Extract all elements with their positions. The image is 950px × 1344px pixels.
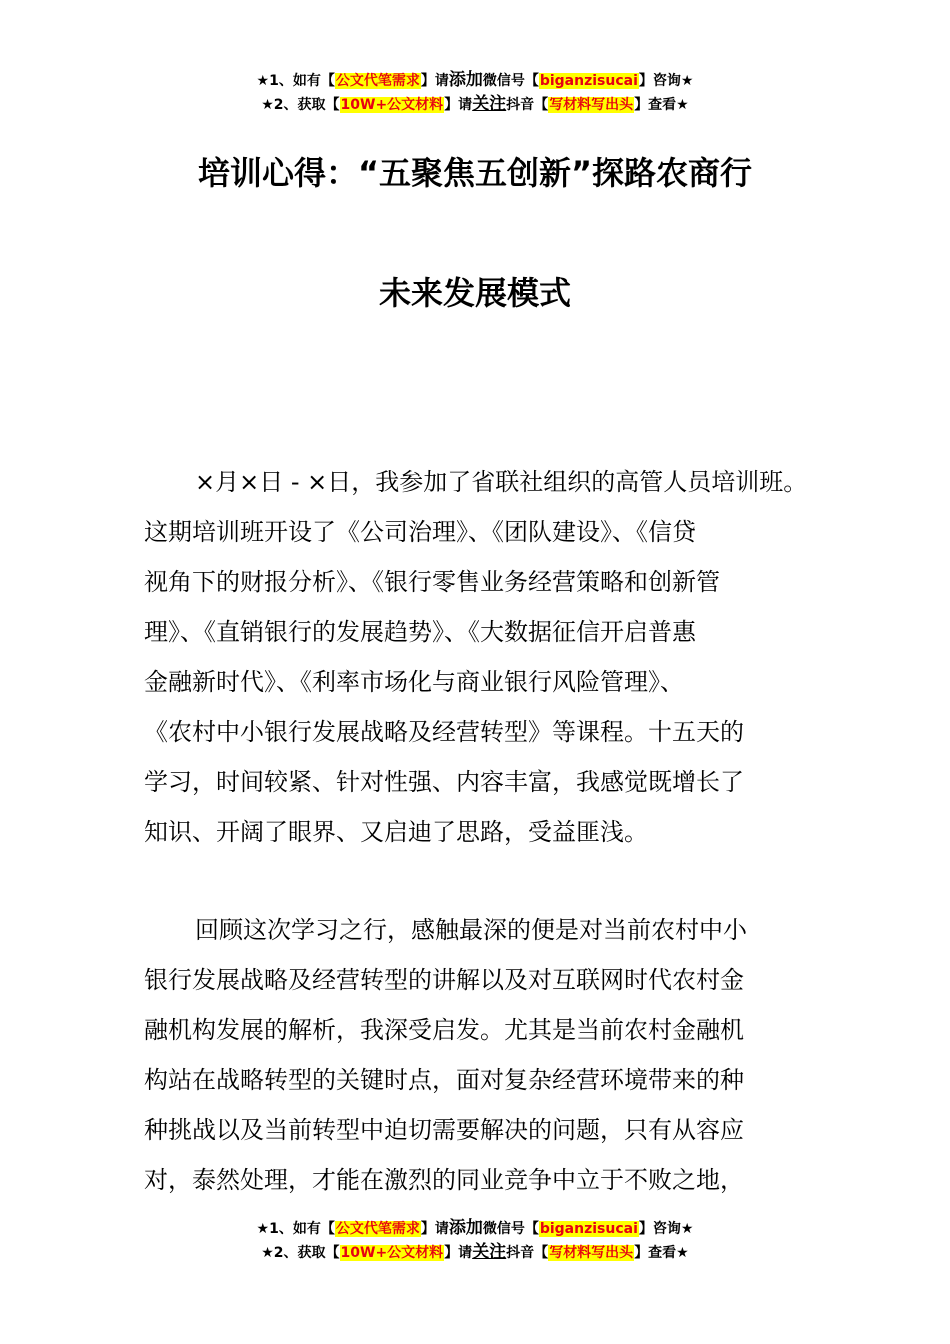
banner-highlight: 公文代笔需求 bbox=[335, 1221, 420, 1237]
footer-banner bbox=[0, 1216, 950, 1264]
banner-emphasis: 添加 bbox=[448, 70, 483, 90]
banner-douyin-id: 写材料写出头 bbox=[549, 97, 634, 113]
paragraph-line: 理》、《直销银行的发展趋势》、《大数据征信开启普惠 bbox=[144, 618, 696, 646]
banner-emphasis: 关注 bbox=[472, 94, 507, 114]
paragraph-line: 学习，时间较紧、针对性强、内容丰富，我感觉既增长了 bbox=[144, 768, 744, 796]
banner-text: 】查看★ bbox=[634, 1245, 689, 1261]
paragraph-line: 金融新时代》、《利率市场化与商业银行风险管理》、 bbox=[144, 668, 684, 696]
paragraph-line: 视角下的财报分析》、《银行零售业务经营策略和创新管 bbox=[144, 568, 720, 596]
paragraph-2 bbox=[144, 905, 824, 1205]
paragraph-line: 种挑战以及当前转型中迫切需要解决的问题，只有从容应 bbox=[144, 1116, 744, 1144]
banner-text: 】请 bbox=[420, 1221, 449, 1237]
banner-emphasis: 关注 bbox=[472, 1242, 507, 1262]
banner-line-2 bbox=[0, 1240, 950, 1264]
banner-text: 】请 bbox=[444, 97, 473, 113]
paragraph-line: 这期培训班开设了《公司治理》、《团队建设》、《信贷 bbox=[144, 518, 696, 546]
banner-text: 】咨询★ bbox=[638, 1221, 694, 1237]
banner-text: 】请 bbox=[420, 73, 449, 89]
paragraph-line: 对，泰然处理，才能在激烈的同业竞争中立于不败之地， bbox=[144, 1166, 744, 1194]
banner-text: 抖音【 bbox=[506, 97, 549, 113]
banner-highlight: 10W+公文材料 bbox=[340, 1245, 444, 1261]
banner-text: 抖音【 bbox=[506, 1245, 549, 1261]
paragraph-line: 融机构发展的解析，我深受启发。尤其是当前农村金融机 bbox=[144, 1016, 744, 1044]
banner-text: 】请 bbox=[444, 1245, 473, 1261]
paragraph-line: 知识、开阔了眼界、又启迪了思路，受益匪浅。 bbox=[144, 818, 648, 846]
banner-line-2 bbox=[0, 92, 950, 116]
paragraph-1 bbox=[144, 457, 824, 857]
banner-wechat-id: biganzisucai bbox=[539, 1221, 638, 1237]
document-title-line-2: 未来发展模式 bbox=[378, 274, 571, 312]
banner-text: 】查看★ bbox=[634, 97, 689, 113]
paragraph-line: 银行发展战略及经营转型的讲解以及对互联网时代农村金 bbox=[144, 966, 744, 994]
banner-text: 】咨询★ bbox=[638, 73, 694, 89]
paragraph-line: ×月×日 - ×日，我参加了省联社组织的高管人员培训班。 bbox=[195, 468, 808, 496]
banner-text: ★1、如有【 bbox=[256, 73, 335, 89]
banner-highlight: 公文代笔需求 bbox=[335, 73, 420, 89]
banner-line-1 bbox=[0, 1216, 950, 1240]
banner-text: ★2、获取【 bbox=[261, 1245, 340, 1261]
banner-line-1 bbox=[0, 68, 950, 92]
banner-highlight: 10W+公文材料 bbox=[340, 97, 444, 113]
banner-text: ★1、如有【 bbox=[256, 1221, 335, 1237]
paragraph-line: 构站在战略转型的关键时点，面对复杂经营环境带来的种 bbox=[144, 1066, 744, 1094]
paragraph-line: 回顾这次学习之行，感触最深的便是对当前农村中小 bbox=[195, 916, 747, 944]
banner-text: 微信号【 bbox=[482, 1221, 539, 1237]
document-title-line-1: 培训心得：“五聚焦五创新”探路农商行 bbox=[197, 154, 753, 192]
banner-emphasis: 添加 bbox=[448, 1218, 483, 1238]
banner-douyin-id: 写材料写出头 bbox=[549, 1245, 634, 1261]
banner-wechat-id: biganzisucai bbox=[539, 73, 638, 89]
header-banner bbox=[0, 68, 950, 116]
banner-text: ★2、获取【 bbox=[261, 97, 340, 113]
paragraph-line: 《农村中小银行发展战略及经营转型》等课程。十五天的 bbox=[144, 718, 744, 746]
banner-text: 微信号【 bbox=[482, 73, 539, 89]
